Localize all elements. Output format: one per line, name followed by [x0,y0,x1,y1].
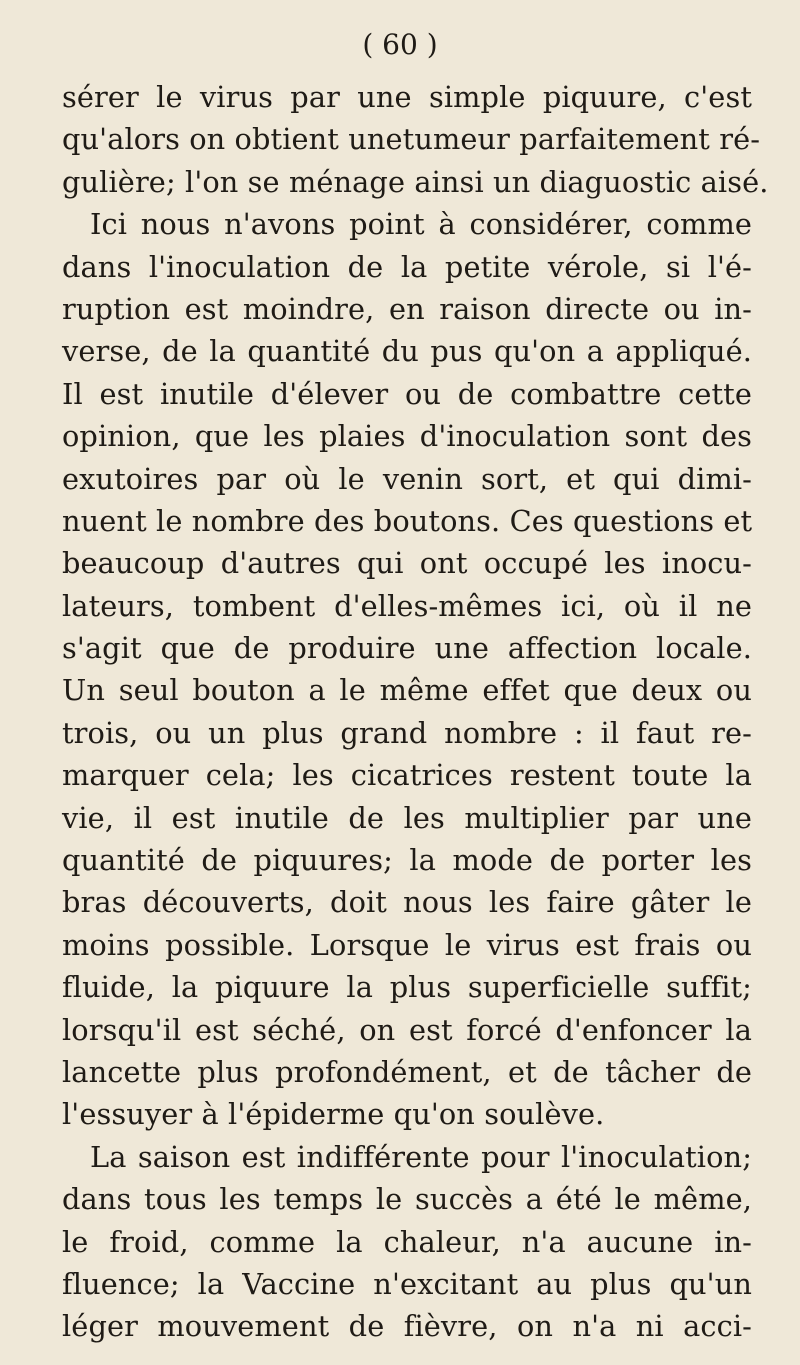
text-line: Il est inutile d'élever ou de combattre cette [62,376,752,411]
text-line: nuent le nombre des boutons. Ces questions et [62,503,753,538]
text-line: lateurs, tombent d'elles-mêmes ici, où il ne [62,588,752,623]
text-line: vie, il est inutile de les multiplier par une [62,800,752,835]
text-line: lorsqu'il est séché, on est forcé d'enfoncer la [62,1012,752,1047]
text-line: exutoires par où le venin sort, et qui dimi- [62,461,752,496]
text-line: marquer cela; les cicatrices restent toute la [62,758,752,793]
body-text [62,76,769,1348]
text-line: opinion, que les plaies d'inoculation sont des [62,419,752,454]
text-line: quantité de piquures; la mode de porter les [62,843,752,878]
text-line: La saison est indifférente pour l'inoculation; [90,1139,752,1174]
text-line: beaucoup d'autres qui ont occupé les inocu- [62,546,752,581]
text-line: l'essuyer à l'épiderme qu'on soulève. [62,1097,605,1132]
text-line: Ici nous n'avons point à considérer, comme [90,207,752,242]
text-line: sérer le virus par une simple piquure, c'est [62,80,752,114]
page-number: ( 60 ) [362,28,438,61]
text-line: lancette plus profondément, et de tâcher de [62,1054,752,1089]
text-line: moins possible. Lorsque le virus est frais ou [62,927,752,962]
text-line: fluide, la piquure la plus superficielle suffit; [62,970,752,1005]
text-line: fluence; la Vaccine n'excitant au plus qu'un [62,1266,752,1301]
text-line: dans l'inoculation de la petite vérole, si l'é- [62,249,752,284]
text-line: trois, ou un plus grand nombre : il faut re- [62,715,752,750]
text-line: s'agit que de produire une affection locale. [62,631,752,666]
text-line: verse, de la quantité du pus qu'on a appliqué. [62,334,752,369]
text-line: bras découverts, doit nous les faire gâter le [62,885,752,920]
text-line: gulière; l'on se ménage ainsi un diaguostic aisé. [62,164,769,199]
text-line: dans tous les temps le succès a été le même, [62,1182,752,1217]
text-line: léger mouvement de fièvre, on n'a ni acci- [62,1309,752,1344]
text-line: le froid, comme la chaleur, n'a aucune in- [62,1224,752,1259]
text-line: ruption est moindre, en raison directe ou in- [62,291,752,326]
text-line: Un seul bouton a le même effet que deux ou [62,673,752,708]
text-line: qu'alors on obtient unetumeur parfaitement ré- [62,122,761,157]
